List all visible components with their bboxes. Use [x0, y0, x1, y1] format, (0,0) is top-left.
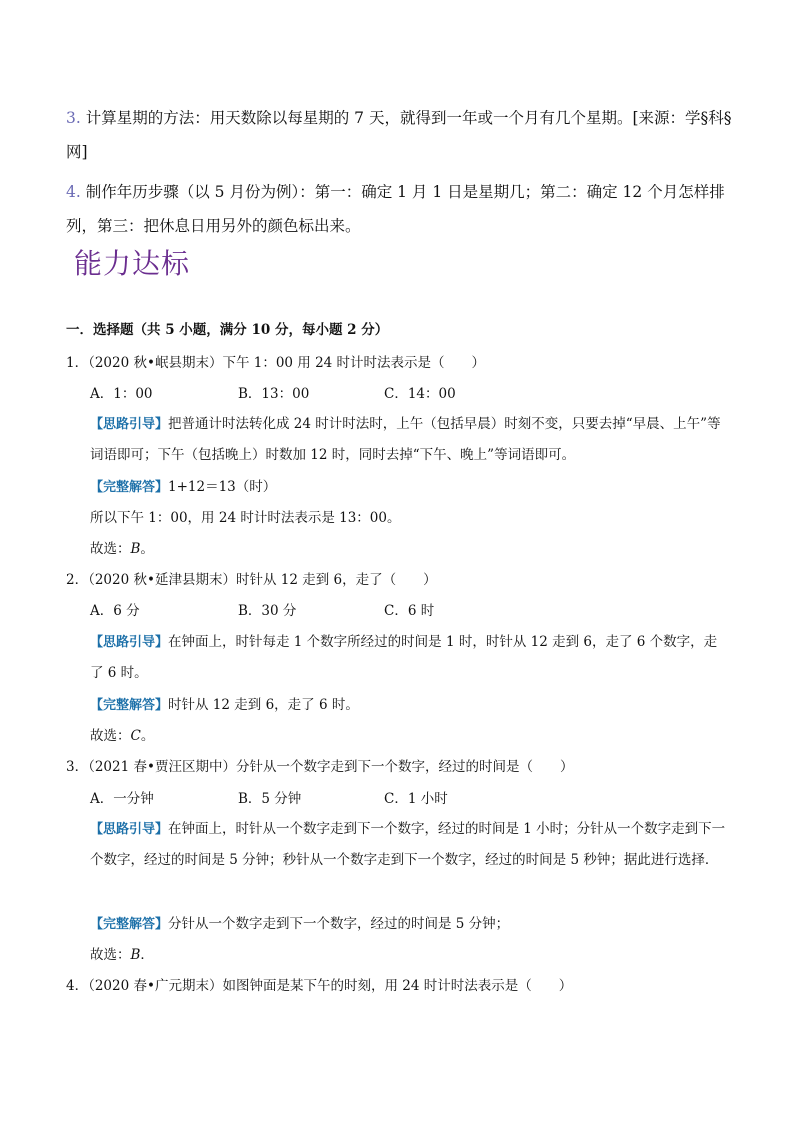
section-heading: 能力达标 — [74, 247, 191, 280]
option-c: C．6 时 — [384, 603, 435, 619]
question-3-hint — [90, 814, 730, 876]
hint-text: 把普通计时法转化成 24 时计时法时，上午（包括早晨）时刻不变，只要去掉“早晨、上午”等词语即可；下午（包括晚上）时数加 12 时，同时去掉“下午、晚上”等词语即可。 — [90, 416, 721, 463]
intro-text: 计算星期的方法：用天数除以每星期的 7 天，就得到一年或一个月有几个星期。[来源：学§科§网] — [66, 109, 732, 161]
intro-item-4 — [66, 175, 736, 243]
hint-text: 在钟面上，时针从一个数字走到下一个数字，经过的时间是 1 小时；分针从一个数字走到下一个数字，经过的时间是 5 分钟；秒针从一个数字走到下一个数字，经过的时间是 5 秒钟；据此进行选择． — [90, 821, 726, 868]
question-2-hint — [90, 627, 730, 689]
question-2-stem: 2．（2020 秋•延津县期末）时针从 12 走到 6，走了（ ） — [66, 572, 437, 588]
part-title: 一．选择题（共 5 小题，满分 10 分，每小题 2 分） — [66, 322, 389, 338]
choice-prefix: 故选： — [90, 541, 131, 557]
question-2-answer — [90, 695, 359, 716]
question-1-answer — [90, 477, 276, 498]
choice-prefix: 故选： — [90, 728, 131, 744]
option-c: C．1 小时 — [384, 791, 448, 807]
question-3-choice — [90, 945, 154, 965]
option-a: A．一分钟 — [90, 791, 154, 807]
option-b: B．30 分 — [238, 603, 297, 619]
question-3-options — [90, 789, 448, 809]
question-1-choice — [90, 539, 154, 559]
question-2-choice — [90, 726, 154, 746]
question-4-stem: 4．（2020 春•广元期末）如图钟面是某下午的时刻，用 24 时计时法表示是（ ） — [66, 978, 573, 994]
answer-text: 1+12＝13（时） — [168, 479, 277, 495]
choice-letter: B — [130, 947, 141, 963]
hint-tag: 【思路引导】 — [90, 635, 169, 650]
answer-tag: 【完整解答】 — [90, 480, 169, 495]
intro-text: 制作年历步骤（以 5 月份为例）：第一：确定 1 月 1 日是星期几；第二：确定 12 个月怎样排列，第三：把休息日用另外的颜色标出来。 — [66, 183, 725, 235]
answer-tag: 【完整解答】 — [90, 917, 169, 932]
choice-letter: C — [130, 728, 141, 744]
choice-prefix: 故选： — [90, 947, 131, 963]
question-3-stem: 3．（2021 春•贾汪区期中）分针从一个数字走到下一个数字，经过的时间是（ ） — [66, 759, 574, 775]
question-1-extra: 所以下午 1：00，用 24 时计时法表示是 13：00。 — [90, 510, 401, 526]
question-1-stem: 1．（2020 秋•岷县期末）下午 1：00 用 24 时计时法表示是（ ） — [66, 355, 486, 371]
question-2-options — [90, 601, 434, 621]
question-3-answer — [90, 914, 509, 935]
answer-text: 分针从一个数字走到下一个数字，经过的时间是 5 分钟； — [168, 916, 510, 932]
choice-suffix: ． — [140, 947, 154, 963]
hint-tag: 【思路引导】 — [90, 822, 169, 837]
hint-text: 在钟面上，时针每走 1 个数字所经过的时间是 1 时，时针从 12 走到 6，走了 6 个数字，走了 6 时。 — [90, 634, 718, 681]
choice-suffix: 。 — [140, 728, 155, 744]
option-a: A．1：00 — [90, 386, 153, 402]
question-1-hint — [90, 409, 730, 471]
intro-number: 3. — [66, 109, 81, 127]
option-b: B．13：00 — [238, 386, 310, 402]
question-1-options — [90, 384, 456, 404]
answer-tag: 【完整解答】 — [90, 698, 169, 713]
choice-suffix: 。 — [140, 541, 154, 557]
option-b: B．5 分钟 — [238, 791, 302, 807]
intro-number: 4. — [66, 183, 81, 201]
hint-tag: 【思路引导】 — [90, 417, 169, 432]
intro-item-3 — [66, 101, 736, 169]
answer-text: 时针从 12 走到 6，走了 6 时。 — [168, 697, 359, 713]
option-a: A．6 分 — [90, 603, 140, 619]
choice-letter: B — [130, 541, 141, 557]
option-c: C．14：00 — [384, 386, 456, 402]
